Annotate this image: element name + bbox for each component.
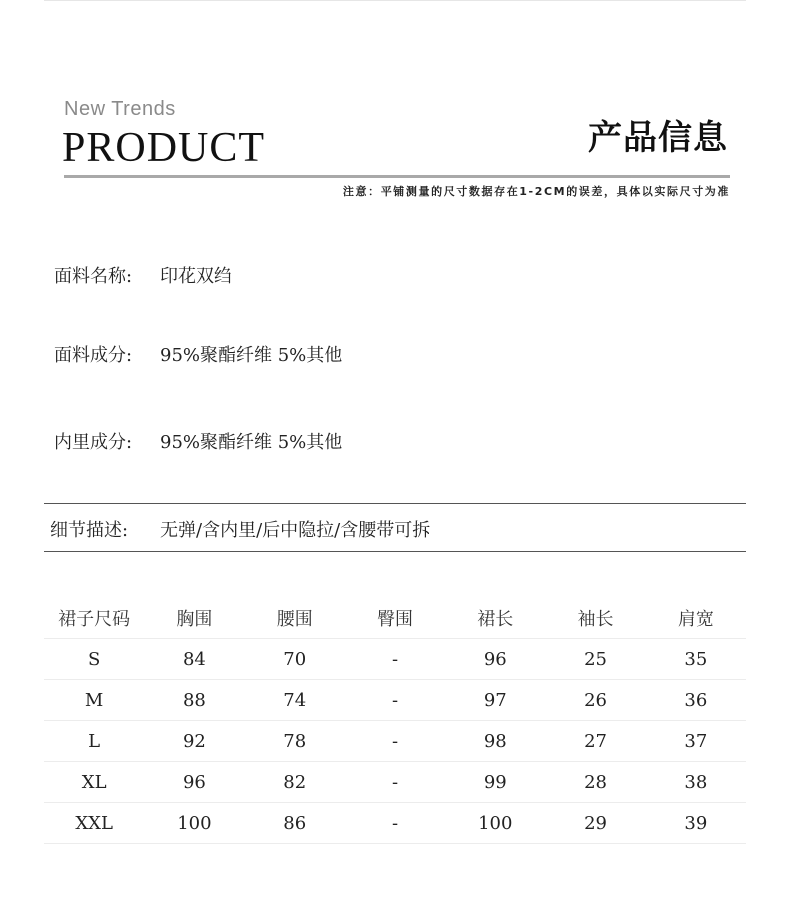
cell-waist: 78 <box>283 730 307 752</box>
fabric-name-value: 印花双绉 <box>160 266 232 287</box>
cell-hip: - <box>391 771 399 793</box>
lining-composition-value: 95%聚酯纤维 5%其他 <box>160 432 343 453</box>
cell-skirt-length: 98 <box>483 730 507 752</box>
cell-shoulder-width: 37 <box>684 730 708 752</box>
cell-sleeve-length: 29 <box>584 812 607 834</box>
cell-shoulder-width: 38 <box>684 771 708 793</box>
header-shoulder-width: 肩宽 <box>677 609 714 630</box>
table-row <box>44 680 746 721</box>
lining-composition-label: 内里成分: <box>54 432 133 453</box>
size-table <box>44 598 746 844</box>
size-table-header-row <box>44 598 746 639</box>
lining-composition-row <box>54 428 342 454</box>
detail-bottom-divider <box>44 551 746 552</box>
header-divider <box>64 175 730 178</box>
cell-shoulder-width: 35 <box>684 648 708 670</box>
new-trends-label: New Trends <box>64 98 176 120</box>
cell-skirt-length: 99 <box>483 771 507 793</box>
header-waist: 腰围 <box>276 609 313 630</box>
cell-size: S <box>87 648 101 670</box>
cell-shoulder-width: 36 <box>684 689 708 711</box>
table-row <box>44 721 746 762</box>
cell-skirt-length: 97 <box>483 689 507 711</box>
measurement-note: 注意：平铺测量的尺寸数据存在1-2CM的误差，具体以实际尺寸为准 <box>342 185 730 198</box>
top-divider <box>44 0 746 1</box>
fabric-composition-value: 95%聚酯纤维 5%其他 <box>160 345 343 366</box>
header-bust: 胸围 <box>176 609 213 630</box>
detail-label: 细节描述: <box>50 520 129 541</box>
header-hip: 臀围 <box>376 609 413 630</box>
table-row <box>44 762 746 803</box>
product-heading: PRODUCT <box>62 125 266 171</box>
cell-size: XXL <box>75 812 113 834</box>
detail-value: 无弹/含内里/后中隐拉/含腰带可拆 <box>160 520 431 541</box>
cell-waist: 82 <box>283 771 307 793</box>
cell-hip: - <box>391 812 399 834</box>
cell-size: M <box>84 689 104 711</box>
cell-sleeve-length: 26 <box>584 689 607 711</box>
fabric-name-label: 面料名称: <box>54 266 133 287</box>
cell-waist: 86 <box>283 812 307 834</box>
detail-top-divider <box>44 503 746 504</box>
cell-sleeve-length: 25 <box>584 648 607 670</box>
header-size: 裙子尺码 <box>58 609 131 630</box>
cell-bust: 100 <box>177 812 212 834</box>
cell-shoulder-width: 39 <box>684 812 708 834</box>
header-sleeve-length: 袖长 <box>577 609 614 630</box>
fabric-composition-label: 面料成分: <box>54 345 133 366</box>
cell-size: L <box>88 730 101 752</box>
table-row <box>44 639 746 680</box>
fabric-name-row <box>54 262 232 288</box>
table-row <box>44 803 746 844</box>
cell-waist: 70 <box>283 648 307 670</box>
cell-skirt-length: 96 <box>483 648 507 670</box>
cell-waist: 74 <box>283 689 307 711</box>
cell-sleeve-length: 28 <box>584 771 607 793</box>
cell-bust: 88 <box>182 689 206 711</box>
cell-hip: - <box>391 648 399 670</box>
cell-hip: - <box>391 689 399 711</box>
product-info-title: 产品信息 <box>588 118 728 158</box>
cell-bust: 92 <box>182 730 206 752</box>
cell-bust: 84 <box>182 648 206 670</box>
cell-hip: - <box>391 730 399 752</box>
cell-bust: 96 <box>182 771 206 793</box>
cell-sleeve-length: 27 <box>584 730 607 752</box>
detail-row <box>50 516 430 542</box>
cell-skirt-length: 100 <box>478 812 513 834</box>
header-skirt-length: 裙长 <box>477 609 514 630</box>
fabric-composition-row <box>54 341 342 367</box>
cell-size: XL <box>81 771 107 793</box>
